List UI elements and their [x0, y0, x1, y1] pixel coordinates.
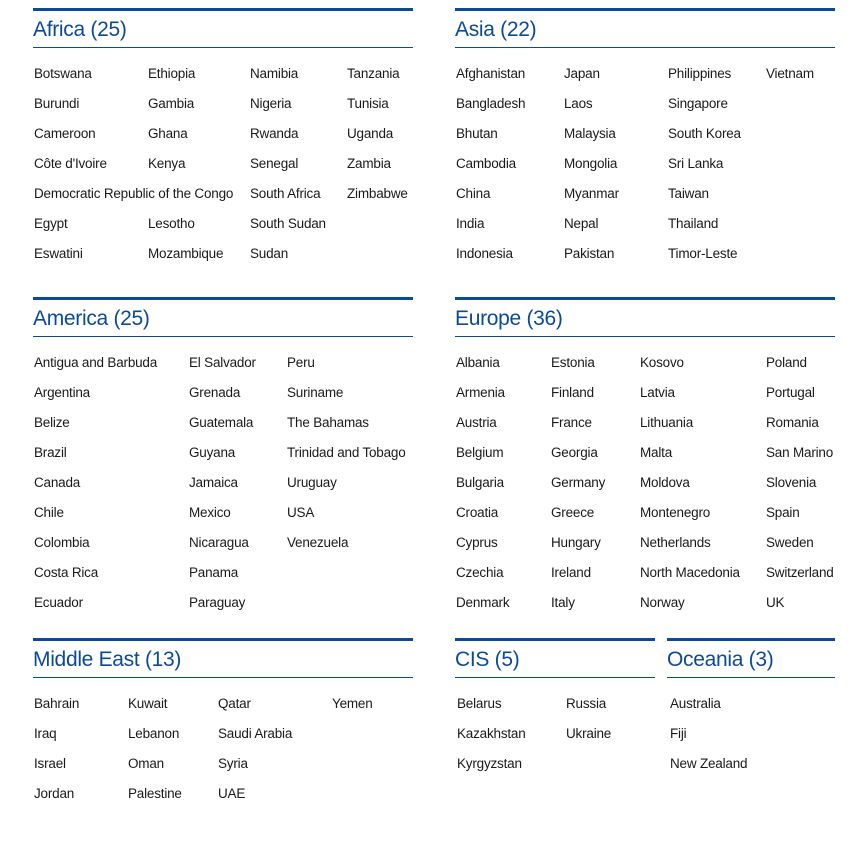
- country-item: Gambia: [148, 96, 195, 111]
- country-item: Tunisia: [347, 96, 389, 111]
- region-cis: [455, 638, 655, 785]
- country-item: Germany: [551, 475, 606, 490]
- country-item: Israel: [34, 756, 66, 771]
- country-item: Iraq: [34, 726, 57, 741]
- country-item: Czechia: [456, 565, 504, 580]
- country-item: Côte d'Ivoire: [34, 156, 107, 171]
- country-item: Croatia: [456, 505, 499, 520]
- country-item: Uruguay: [287, 475, 337, 490]
- country-item: Rwanda: [250, 126, 299, 141]
- country-item: Bahrain: [34, 696, 80, 711]
- country-item: Afghanistan: [456, 66, 526, 81]
- region-header: [455, 297, 835, 337]
- country-item: Bhutan: [456, 126, 498, 141]
- country-item: Saudi Arabia: [218, 726, 293, 741]
- country-item: Nigeria: [250, 96, 292, 111]
- country-column: [766, 354, 834, 624]
- country-item: Jordan: [34, 786, 75, 801]
- region-header: [455, 638, 655, 678]
- country-item: Ghana: [148, 126, 188, 141]
- country-item: India: [456, 216, 485, 231]
- region-title: Europe (36): [455, 307, 563, 330]
- country-item: North Macedonia: [640, 565, 740, 580]
- country-item: Zimbabwe: [347, 186, 408, 201]
- country-item: Fiji: [670, 726, 687, 741]
- country-column: [668, 65, 741, 275]
- country-column: [564, 65, 619, 275]
- country-item: Sweden: [766, 535, 814, 550]
- country-item: Montenegro: [640, 505, 711, 520]
- country-item: Kenya: [148, 156, 186, 171]
- country-item: Bulgaria: [456, 475, 504, 490]
- country-item: Estonia: [551, 355, 595, 370]
- country-item: Poland: [766, 355, 807, 370]
- country-item: El Salvador: [189, 355, 256, 370]
- region-title: Asia (22): [455, 18, 537, 41]
- country-column: [34, 695, 79, 815]
- region-header: [667, 638, 835, 678]
- country-column: [347, 65, 408, 215]
- country-item: Switzerland: [766, 565, 834, 580]
- country-item: Denmark: [456, 595, 510, 610]
- country-column: [670, 695, 747, 785]
- country-column: [189, 354, 256, 624]
- country-item: Belgium: [456, 445, 504, 460]
- country-item: Nicaragua: [189, 535, 249, 550]
- region-europe: [455, 297, 835, 624]
- country-item: UK: [766, 595, 785, 610]
- country-item: Laos: [564, 96, 593, 111]
- country-item: Belarus: [457, 696, 502, 711]
- country-item: Greece: [551, 505, 595, 520]
- country-column: [566, 695, 611, 755]
- region-title: America (25): [33, 307, 150, 330]
- country-item: Cameroon: [34, 126, 96, 141]
- country-item: Antigua and Barbuda: [34, 355, 158, 370]
- country-item: The Bahamas: [287, 415, 369, 430]
- country-item: South Africa: [250, 186, 321, 201]
- region-header: [33, 638, 413, 678]
- country-item: Oman: [128, 756, 164, 771]
- country-item: Tanzania: [347, 66, 400, 81]
- country-column: [34, 354, 157, 624]
- country-item: Jamaica: [189, 475, 238, 490]
- country-item: Netherlands: [640, 535, 711, 550]
- country-item: Italy: [551, 595, 575, 610]
- country-item: South Korea: [668, 126, 741, 141]
- country-list: [455, 354, 835, 624]
- country-item: Vietnam: [766, 66, 814, 81]
- country-item: San Marino: [766, 445, 834, 460]
- country-item: Egypt: [34, 216, 68, 231]
- country-item: Namibia: [250, 66, 299, 81]
- country-item: Eswatini: [34, 246, 83, 261]
- country-item: Australia: [670, 696, 721, 711]
- country-item: Democratic Republic of the Congo: [34, 186, 234, 201]
- country-item: Japan: [564, 66, 600, 81]
- country-item: Timor-Leste: [668, 246, 738, 261]
- country-item: Lebanon: [128, 726, 180, 741]
- country-item: Senegal: [250, 156, 299, 171]
- country-item: UAE: [218, 786, 246, 801]
- country-item: Ecuador: [34, 595, 83, 610]
- country-item: Guatemala: [189, 415, 254, 430]
- country-item: Pakistan: [564, 246, 615, 261]
- country-item: Russia: [566, 696, 607, 711]
- country-item: Yemen: [332, 696, 373, 711]
- country-item: Cambodia: [456, 156, 516, 171]
- region-title: CIS (5): [455, 648, 520, 671]
- country-item: Burundi: [34, 96, 80, 111]
- country-item: Indonesia: [456, 246, 513, 261]
- region-title: Middle East (13): [33, 648, 182, 671]
- country-item: Brazil: [34, 445, 67, 460]
- country-item: Lithuania: [640, 415, 693, 430]
- country-item: Costa Rica: [34, 565, 99, 580]
- country-item: Taiwan: [668, 186, 709, 201]
- country-column: [148, 65, 223, 275]
- country-item: Chile: [34, 505, 64, 520]
- country-column: [551, 354, 605, 624]
- country-item: Sri Lanka: [668, 156, 724, 171]
- country-item: Spain: [766, 505, 800, 520]
- country-item: Suriname: [287, 385, 344, 400]
- region-header: [33, 297, 413, 337]
- country-item: Albania: [456, 355, 500, 370]
- country-item: Venezuela: [287, 535, 349, 550]
- country-item: Mexico: [189, 505, 231, 520]
- country-item: Colombia: [34, 535, 90, 550]
- country-column: [332, 695, 373, 725]
- country-column: [250, 65, 326, 275]
- country-item: Bangladesh: [456, 96, 526, 111]
- country-item: Canada: [34, 475, 81, 490]
- country-item: Sudan: [250, 246, 289, 261]
- country-item: Singapore: [668, 96, 728, 111]
- region-oceania: [667, 638, 835, 785]
- country-item: Paraguay: [189, 595, 246, 610]
- country-item: Grenada: [189, 385, 241, 400]
- country-column: [640, 354, 740, 624]
- country-column: [218, 695, 292, 815]
- country-item: Latvia: [640, 385, 675, 400]
- country-item: Malta: [640, 445, 673, 460]
- country-item: Slovenia: [766, 475, 817, 490]
- country-item: Nepal: [564, 216, 599, 231]
- country-item: China: [456, 186, 491, 201]
- country-item: Malaysia: [564, 126, 616, 141]
- country-list: [667, 695, 835, 785]
- country-column: [287, 354, 406, 564]
- country-item: Cyprus: [456, 535, 498, 550]
- country-item: Guyana: [189, 445, 236, 460]
- country-item: Portugal: [766, 385, 815, 400]
- country-item: Ukraine: [566, 726, 612, 741]
- country-item: Mongolia: [564, 156, 618, 171]
- country-item: Belize: [34, 415, 70, 430]
- country-list: [455, 65, 835, 275]
- country-item: South Sudan: [250, 216, 326, 231]
- country-item: Kazakhstan: [457, 726, 526, 741]
- country-column: [128, 695, 182, 815]
- region-header: [33, 8, 413, 48]
- country-column: [766, 65, 814, 95]
- country-item: Moldova: [640, 475, 690, 490]
- country-item: Georgia: [551, 445, 598, 460]
- country-column: [456, 65, 525, 275]
- country-item: Lesotho: [148, 216, 195, 231]
- country-item: Kuwait: [128, 696, 168, 711]
- country-list: [33, 65, 413, 275]
- country-item: Syria: [218, 756, 248, 771]
- country-item: Austria: [456, 415, 497, 430]
- country-column: [457, 695, 526, 785]
- country-item: Kosovo: [640, 355, 684, 370]
- country-item: Uganda: [347, 126, 394, 141]
- country-list: [33, 354, 413, 624]
- country-item: Hungary: [551, 535, 601, 550]
- country-item: Kyrgyzstan: [457, 756, 522, 771]
- country-item: New Zealand: [670, 756, 748, 771]
- country-item: Peru: [287, 355, 315, 370]
- country-list: [455, 695, 655, 785]
- country-item: Ireland: [551, 565, 591, 580]
- region-america: [33, 297, 413, 624]
- region-title: Oceania (3): [667, 648, 774, 671]
- region-asia: [455, 8, 835, 275]
- country-item: Trinidad and Tobago: [287, 445, 406, 460]
- country-item: Ethiopia: [148, 66, 196, 81]
- country-item: Thailand: [668, 216, 719, 231]
- country-list: [33, 695, 413, 815]
- country-item: [148, 185, 223, 215]
- region-africa: [33, 8, 413, 275]
- country-item: Myanmar: [564, 186, 619, 201]
- country-item: Palestine: [128, 786, 182, 801]
- country-item: Norway: [640, 595, 685, 610]
- country-item: France: [551, 415, 592, 430]
- country-item: Argentina: [34, 385, 90, 400]
- country-item: USA: [287, 505, 315, 520]
- country-item: Philippines: [668, 66, 732, 81]
- region-middle-east: [33, 638, 413, 815]
- country-column: [456, 354, 509, 624]
- country-item: Finland: [551, 385, 594, 400]
- country-item: Botswana: [34, 66, 92, 81]
- region-title: Africa (25): [33, 18, 127, 41]
- country-item: Qatar: [218, 696, 251, 711]
- country-item: Zambia: [347, 156, 391, 171]
- country-item: Panama: [189, 565, 239, 580]
- country-item: Romania: [766, 415, 819, 430]
- region-header: [455, 8, 835, 48]
- country-item: Mozambique: [148, 246, 224, 261]
- country-item: Armenia: [456, 385, 505, 400]
